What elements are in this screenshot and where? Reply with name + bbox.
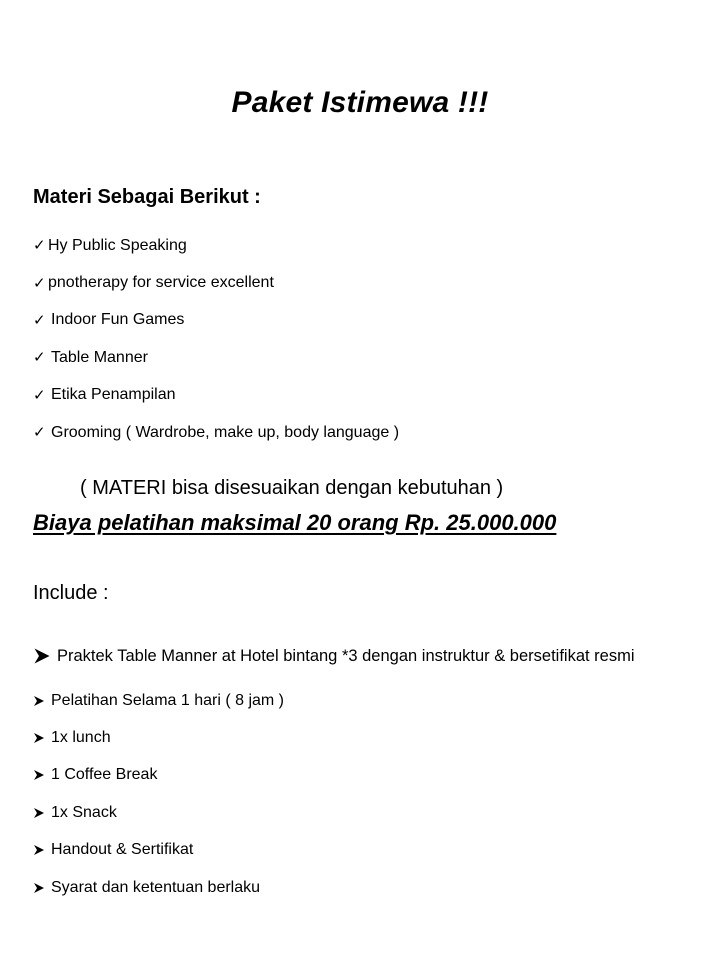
arrow-bullet-icon <box>33 732 45 744</box>
list-item-label: 1x lunch <box>51 729 111 747</box>
list-item <box>33 414 399 451</box>
arrow-bullet-icon <box>33 647 51 665</box>
list-item <box>33 227 399 264</box>
check-icon: ✓ <box>33 386 46 404</box>
price-line: Biaya pelatihan maksimal 20 orang Rp. 25.000.000 <box>33 510 557 535</box>
check-icon: ✓ <box>33 349 46 367</box>
list-item <box>33 832 635 869</box>
list-item <box>33 264 399 301</box>
check-icon: ✓ <box>33 274 46 292</box>
list-item-label: 1x Snack <box>51 803 117 821</box>
list-item-label: Etika Penampilan <box>51 386 176 404</box>
check-icon: ✓ <box>33 424 46 442</box>
list-item <box>33 719 635 756</box>
list-item-label: Table Manner <box>51 348 148 366</box>
check-icon: ✓ <box>33 237 46 255</box>
list-item <box>33 630 635 682</box>
page-title: Paket Istimewa !!! <box>231 86 489 119</box>
arrow-bullet-icon <box>33 807 45 819</box>
list-item <box>33 302 399 339</box>
list-item-label: Pelatihan Selama 1 hari ( 8 jam ) <box>51 691 284 709</box>
include-heading: Include : <box>33 582 109 604</box>
list-item-label: Praktek Table Manner at Hotel bintang *3 dengan instruktur & bersetifikat resmi <box>57 646 635 665</box>
list-item-label: pnotherapy for service excellent <box>48 274 274 292</box>
list-item <box>33 377 399 414</box>
list-item-label: Indoor Fun Games <box>51 311 185 329</box>
check-icon: ✓ <box>33 311 46 329</box>
include-list <box>33 630 635 906</box>
list-item <box>33 794 635 831</box>
materi-heading: Materi Sebagai Berikut : <box>33 186 261 208</box>
arrow-bullet-icon <box>33 769 45 781</box>
list-item-label: Grooming ( Wardrobe, make up, body language ) <box>51 423 400 441</box>
arrow-bullet-icon <box>33 695 45 707</box>
arrow-bullet-icon <box>33 882 45 894</box>
list-item <box>33 757 635 794</box>
list-item-label: 1 Coffee Break <box>51 766 158 784</box>
list-item-label: Syarat dan ketentuan berlaku <box>51 878 261 896</box>
list-item-label: Hy Public Speaking <box>48 236 187 254</box>
list-item <box>33 869 635 906</box>
arrow-bullet-icon <box>33 844 45 856</box>
materi-list <box>33 227 399 451</box>
list-item <box>33 339 399 376</box>
list-item-label: Handout & Sertifikat <box>51 841 194 859</box>
materi-note: ( MATERI bisa disesuaikan dengan kebutuhan ) <box>80 477 504 499</box>
list-item <box>33 682 635 719</box>
